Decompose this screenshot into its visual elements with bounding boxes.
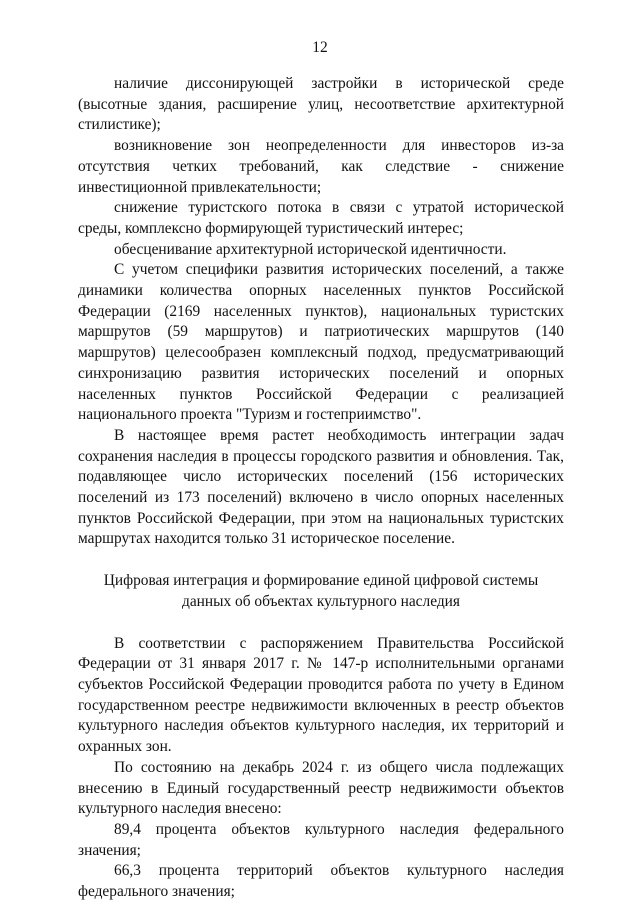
paragraph: С учетом специфики развития исторических поселений, а также динамики количества опорных населенных пунктов Российской Федерации (2169 населенных пунктов), национальных туристских маршрутов (59 маршрутов) и патриотических маршрутов (140 маршрутов) целесообразен комплексный подход, предусматривающий синхронизацию развития исторических поселений и опорных населенных пунктов Российской Федерации с реализацией национального проекта "Туризм и гостеприимство". <box>78 261 564 424</box>
paragraph: наличие диссонирующей застройки в исторической среде (высотные здания, расширение улиц, несоответствие архитектурной стилистике); <box>78 75 564 134</box>
paragraph: снижение туристского потока в связи с утратой исторической среды, комплексно формирующей туристический интерес; <box>78 199 564 237</box>
document-body <box>78 74 564 903</box>
paragraph: По состоянию на декабрь 2024 г. из общего числа подлежащих внесению в Единый государственный реестр недвижимости объектов культурного наследия внесено: <box>78 758 564 818</box>
paragraph: 66,3 процента территорий объектов культурного наследия федерального значения; <box>78 862 564 901</box>
paragraph: 89,4 процента объектов культурного наследия федерального значения; <box>78 820 564 859</box>
paragraph: обесценивание архитектурной исторической идентичности. <box>114 240 507 258</box>
paragraph: В настоящее время растет необходимость интеграции задач сохранения наследия в процессы городского развития и обновления. Так, подавляющее число исторических поселений (156 исторических поселений из 173 поселений) включено в число опорных населенных пунктов Российской Федерации, при этом на национальных туристских маршрутах находится только 31 историческое поселение. <box>78 426 564 548</box>
paragraph: В соответствии с распоряжением Правительства Российской Федерации от 31 января 2017 г. № 147-р исполнительными органами субъектов Российской Федерации проводится работа по учету в Едином государственном реестре недвижимости включенных в реестр объектов культурного наследия объектов культурного наследия, их территорий и охранных зон. <box>78 634 564 756</box>
paragraph: возникновение зон неопределенности для инвесторов из-за отсутствия четких требований, как следствие - снижение инвестиционной привлекательности; <box>78 137 564 196</box>
section-heading <box>78 571 564 612</box>
section-heading-line: данных об объектах культурного наследия <box>182 592 460 610</box>
page-number: 12 <box>312 39 328 56</box>
section-heading-line: Цифровая интеграция и формирование единой цифровой системы <box>103 572 539 590</box>
